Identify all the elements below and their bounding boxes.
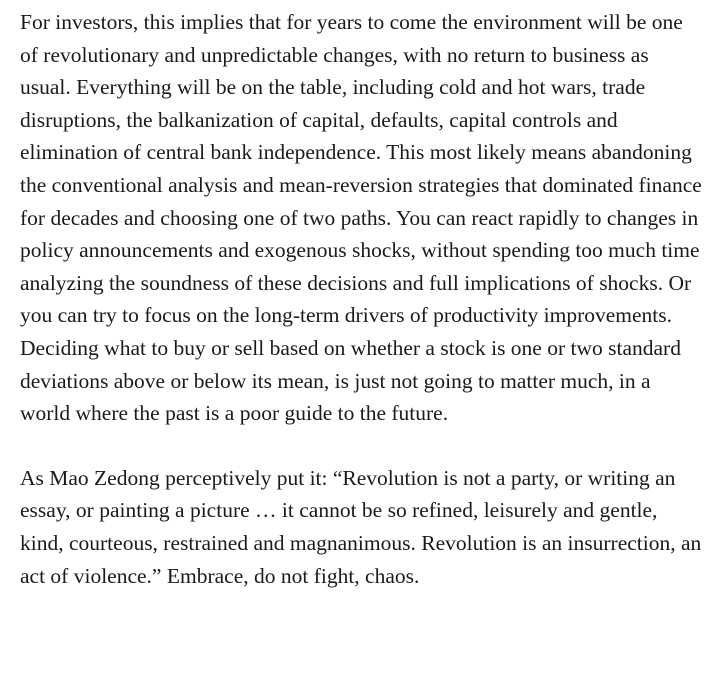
article-paragraph: For investors, this implies that for years to come the environment will be one of revolutionary and unpredictable changes, with no return to business as usual. Everything will be on the table, including cold and hot wars, trade disruptions, the balkanization of capital, defaults, capital controls and elimination of central bank independence. This most likely means abandoning the conventional analysis and mean-reversion strategies that dominated finance for decades and choosing one of two paths. You can react rapidly to changes in policy announcements and exogenous shocks, without spending too much time analyzing the soundness of these decisions and full implications of shocks. Or you can try to focus on the long-term drivers of productivity improvements. Deciding what to buy or sell based on whether a stock is one or two standard deviations above or below its mean, is just not going to matter much, in a world where the past is a poor guide to the future. <box>20 10 702 426</box>
article-paragraph: As Mao Zedong perceptively put it: “Revolution is not a party, or writing an essay, or painting a picture … it cannot be so refined, leisurely and gentle, kind, courteous, restrained and magnanimous. Revolution is an insurrection, an act of violence.” Embrace, do not fight, chaos. <box>20 465 702 588</box>
article-body <box>20 6 704 592</box>
